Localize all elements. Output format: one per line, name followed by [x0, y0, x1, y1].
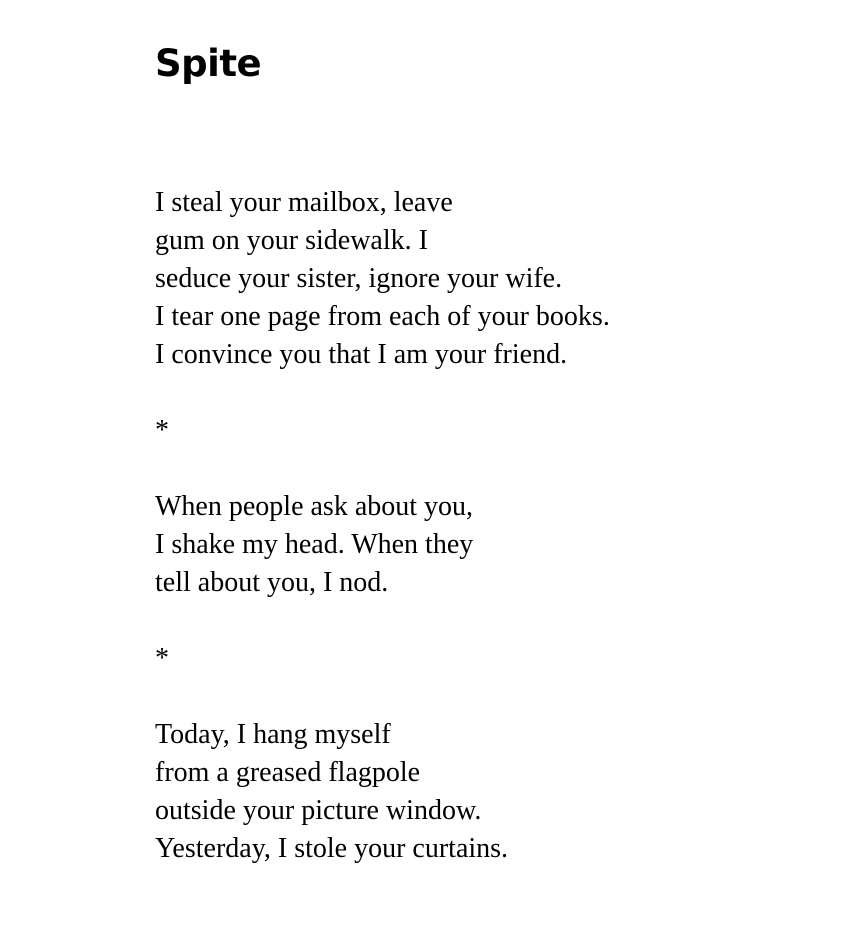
poem-line: outside your picture window. — [155, 795, 482, 826]
poem-line: I convince you that I am your friend. — [155, 339, 568, 370]
stanza-1 — [155, 184, 610, 374]
section-separator: * — [155, 415, 169, 446]
stanza-2 — [155, 488, 473, 602]
poem-line: from a greased flagpole — [155, 757, 421, 788]
poem-line: Today, I hang myself — [155, 719, 391, 750]
poem-line: seduce your sister, ignore your wife. — [155, 263, 563, 294]
poem-line: I steal your mailbox, leave — [155, 187, 453, 218]
poem-line: I tear one page from each of your books. — [155, 301, 610, 332]
poem-title: Spite — [155, 42, 262, 85]
poem-line: When people ask about you, — [155, 491, 474, 522]
poem-line: tell about you, I nod. — [155, 567, 389, 598]
poem-line: I shake my head. When they — [155, 529, 474, 560]
stanza-3 — [155, 716, 508, 868]
poem-line: Yesterday, I stole your curtains. — [155, 833, 509, 864]
section-separator: * — [155, 643, 169, 674]
poem-line: gum on your sidewalk. I — [155, 225, 428, 256]
